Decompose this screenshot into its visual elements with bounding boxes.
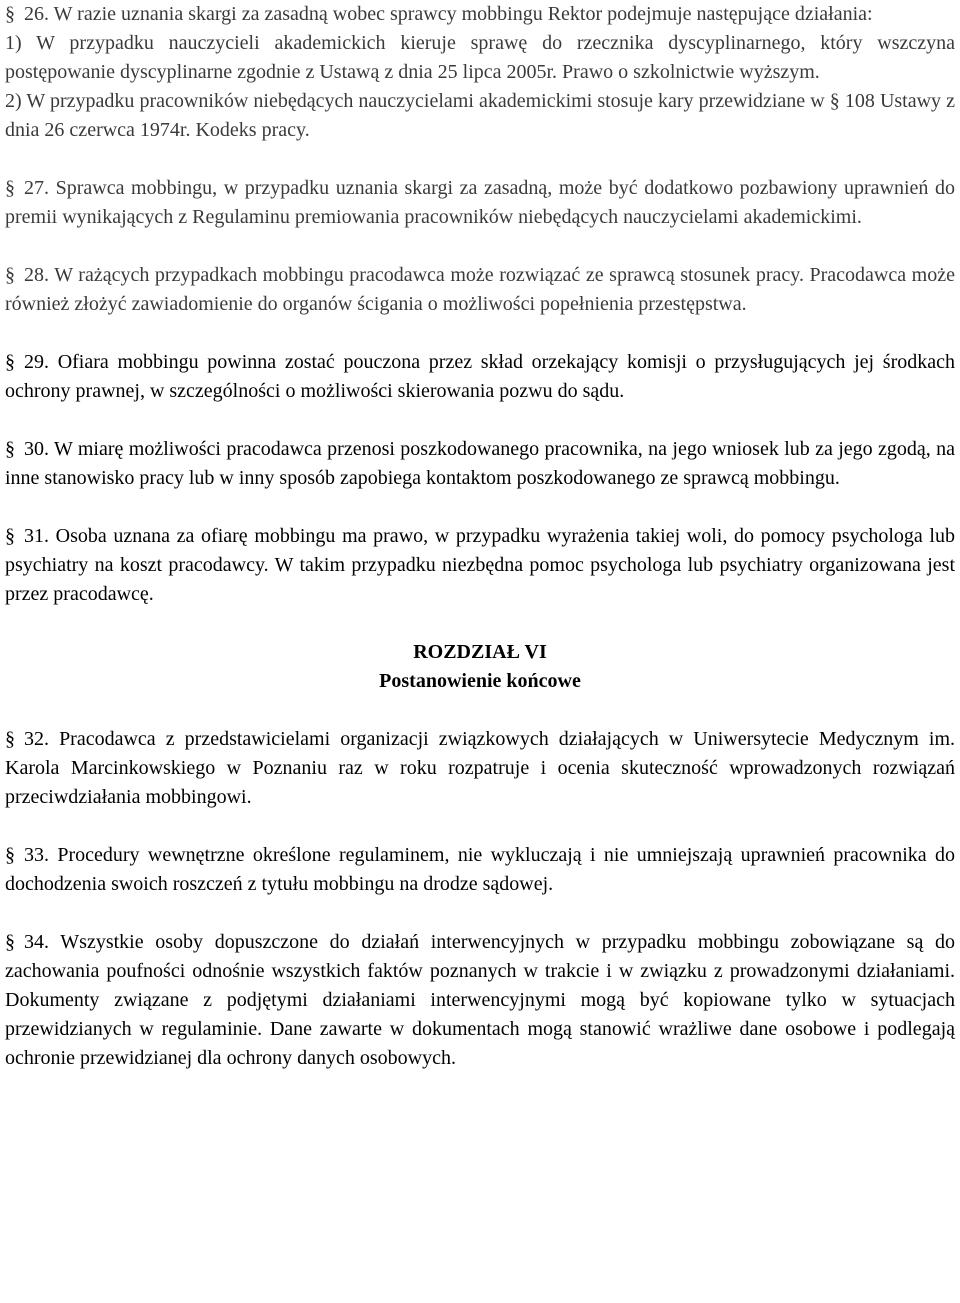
paragraph-26-item-2-before: 2) W przypadku pracowników niebędących nauczycielami akademickimi stosuje kary przewidziane w	[5, 90, 825, 112]
paragraph-30	[5, 435, 955, 493]
chapter-number: ROZDZIAŁ VI	[413, 641, 547, 663]
section-symbol: §	[5, 844, 15, 866]
section-symbol: §	[5, 264, 15, 286]
section-symbol: §	[5, 525, 15, 547]
paragraph-34	[5, 928, 955, 1073]
paragraph-29	[5, 348, 955, 406]
paragraph-27	[5, 174, 955, 232]
section-symbol: §	[5, 438, 15, 460]
chapter-title: Postanowienie końcowe	[379, 670, 581, 692]
paragraph-33	[5, 841, 955, 899]
paragraph-31	[5, 522, 955, 609]
section-symbol: §	[5, 177, 15, 199]
paragraph-30-text: 30. W miarę możliwości pracodawca przenosi poszkodowanego pracownika, na jego wniosek lub za jego zgodą, na inne stanowisko pracy lub w inny sposób zapobiega kontaktom poszkodowanego ze sprawcą mobbingu.	[5, 438, 955, 489]
section-symbol: §	[5, 3, 15, 25]
paragraph-27-text: 27. Sprawca mobbingu, w przypadku uznania skargi za zasadną, może być dodatkowo pozbawiony uprawnień do premii wynikających z Regulaminu premiowania pracowników niebędących nauczycielami akademickimi.	[5, 177, 955, 228]
section-symbol: §	[5, 931, 15, 953]
section-symbol: §	[5, 728, 15, 750]
paragraph-32	[5, 725, 955, 812]
paragraph-29-text: 29. Ofiara mobbingu powinna zostać pouczona przez skład orzekający komisji o przysługujących jej środkach ochrony prawnej, w szczególności o możliwości skierowania pozwu do sądu.	[5, 351, 955, 402]
paragraph-31-text: 31. Osoba uznana za ofiarę mobbingu ma prawo, w przypadku wyrażenia takiej woli, do pomocy psychologa lub psychiatry na koszt pracodawcy. W takim przypadku niezbędna pomoc psychologa lub psychiatry organizowana jest przez pracodawcę.	[5, 525, 955, 605]
paragraph-26-intro: 26. W razie uznania skargi za zasadną wobec sprawcy mobbingu Rektor podejmuje następujące działania:	[24, 3, 873, 25]
paragraph-28	[5, 261, 955, 319]
paragraph-32-text: 32. Pracodawca z przedstawicielami organizacji związkowych działających w Uniwersytecie Medycznym im. Karola Marcinkowskiego w Poznaniu raz w roku rozpatruje i ocenia skuteczność wprowadzonych rozwiązań przeciwdziałania mobbingowi.	[5, 728, 955, 808]
document-page	[5, 0, 955, 1073]
paragraph-26-item-2-after: 108 Ustawy z dnia 26 czerwca 1974r. Kodeks pracy.	[5, 90, 956, 141]
paragraph-26	[5, 0, 955, 29]
paragraph-33-text: 33. Procedury wewnętrzne określone regulaminem, nie wykluczają i nie umniejszają uprawnień pracownika do dochodzenia swoich roszczeń z tytułu mobbingu na drodze sądowej.	[5, 844, 955, 895]
section-symbol: §	[829, 90, 840, 112]
paragraph-28-text: 28. W rażących przypadkach mobbingu pracodawca może rozwiązać ze sprawcą stosunek pracy. Pracodawca może również złożyć zawiadomienie do organów ścigania o możliwości popełnienia przestępstwa.	[5, 264, 955, 315]
paragraph-26-item-1: 1) W przypadku nauczycieli akademickich kieruje sprawę do rzecznika dyscyplinarnego, który wszczyna postępowanie dyscyplinarne zgodnie z Ustawą z dnia 25 lipca 2005r. Prawo o szkolnictwie wyższym.	[5, 32, 955, 83]
section-symbol: §	[5, 351, 15, 373]
paragraph-34-text: 34. Wszystkie osoby dopuszczone do działań interwencyjnych w przypadku mobbingu zobowiązane są do zachowania poufności odnośnie wszystkich faktów poznanych w trakcie i w związku z prowadzonymi działaniami. Dokumenty związane z podjętymi działaniami interwencyjnymi mogą być kopiowane tylko w sytuacjach przewidzianych w regulaminie. Dane zawarte w dokumentach mogą stanowić wrażliwe dane osobowe i podlegają ochronie przewidzianej dla ochrony danych osobowych.	[5, 931, 955, 1069]
paragraph-26-item-2	[5, 87, 955, 145]
